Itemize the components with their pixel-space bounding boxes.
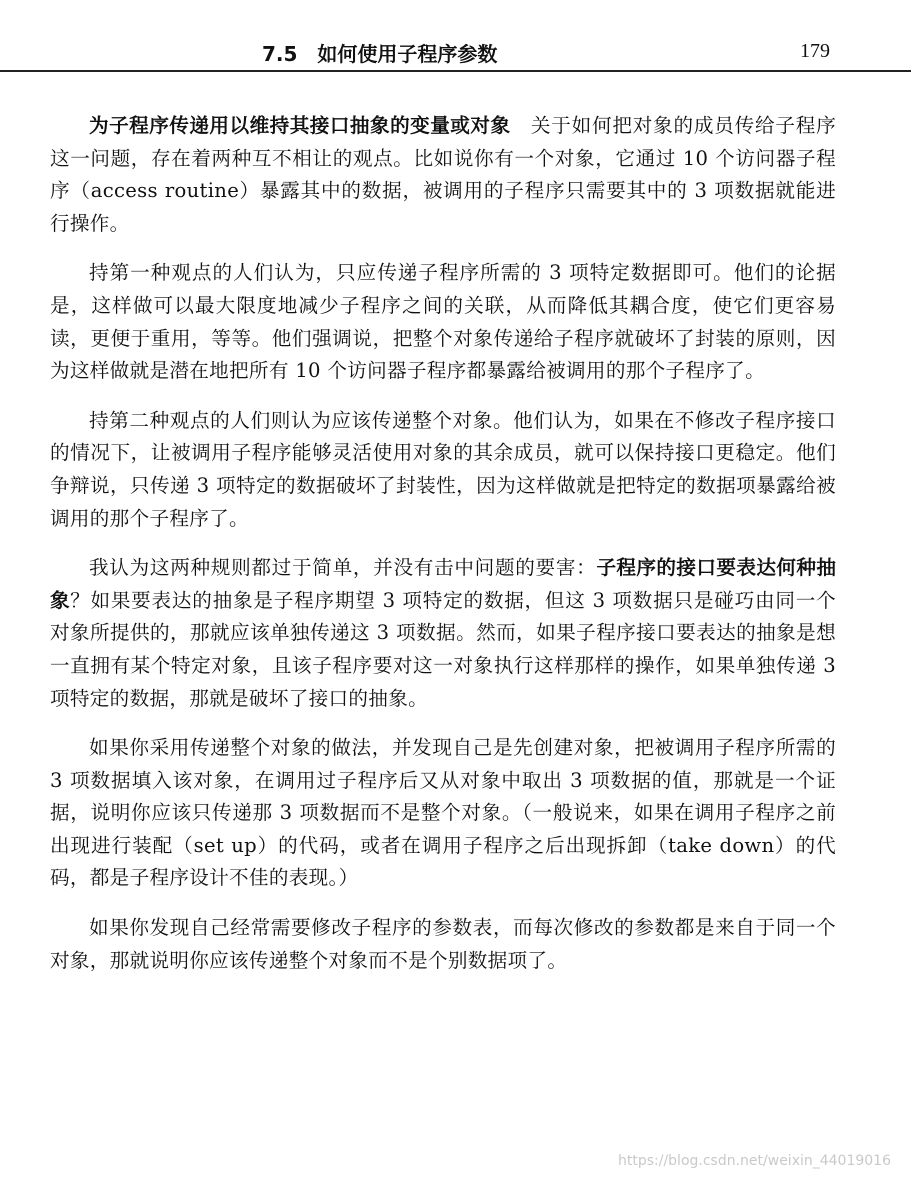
paragraph-3-text: 持第二种观点的人们则认为应该传递整个对象。他们认为，如果在不修改子程序接口的情况下，让被调用子程序能够灵活使用对象的其余成员，就可以保持接口更稳定。他们争辩说，只传递 3 项特定的数据破坏了封装性，因为这样做就是把特定的数据项暴露给被调用的那个子程序了。 — [50, 408, 836, 530]
header-rule — [0, 70, 911, 72]
section-title: 7.5 如何使用子程序参数 — [262, 42, 498, 66]
paragraph-4-text-after: ？如果要表达的抽象是子程序期望 3 项特定的数据，但这 3 项数据只是碰巧由同一个对象所提供的，那就应该单独传递这 3 项数据。然而，如果子程序接口要表达的抽象是想一直拥有某个特定对象，且该子程序要对这一对象执行这样那样的操作，如果单独传递 3 项特定的数据，那就是破坏了接口的抽象。 — [50, 588, 836, 710]
paragraph-3 — [50, 405, 836, 535]
page-header — [0, 30, 911, 74]
paragraph-4-text-before: 我认为这两种规则都过于简单，并没有击中问题的要害： — [89, 556, 597, 580]
paragraph-6-text: 如果你发现自己经常需要修改子程序的参数表，而每次修改的参数都是来自于同一个对象，那就说明你应该传递整个对象而不是个别数据项了。 — [50, 916, 836, 972]
paragraph-4-bold: 子程序的接口要表达何种抽象 — [50, 556, 837, 612]
paragraph-1-heading: 为子程序传递用以维持其接口抽象的变量或对象 — [89, 114, 511, 137]
paragraph-5-text: 如果你采用传递整个对象的做法，并发现自己是先创建对象，把被调用子程序所需的 3 项数据填入该对象，在调用过子程序后又从对象中取出 3 项数据的值，那就是一个证据，说明你应该只传递那 3 项数据而不是整个对象。（一般说来，如果在调用子程序之前出现进行装配（set up）的代码，或者在调用子程序之后出现拆卸（take down）的代码，都是子程序设计不佳的表现。） — [50, 736, 836, 890]
watermark: https://blog.csdn.net/weixin_44019016 — [617, 1153, 891, 1169]
paragraph-5 — [50, 732, 836, 895]
paragraph-4 — [50, 552, 836, 715]
body-text — [50, 110, 836, 994]
paragraph-1 — [50, 110, 836, 240]
paragraph-1-text: 关于如何把对象的成员传给子程序这一问题，存在着两种互不相让的观点。比如说你有一个对象，它通过 10 个访问器子程序（access routine）暴露其中的数据，被调用的子程序只需要其中的 3 项数据就能进行操作。 — [50, 114, 836, 235]
paragraph-2 — [50, 257, 836, 387]
paragraph-2-text: 持第一种观点的人们认为，只应传递子程序所需的 3 项特定数据即可。他们的论据是，这样做可以最大限度地减少子程序之间的关联，从而降低其耦合度，使它们更容易读，更便于重用，等等。他们强调说，把整个对象传递给子程序就破坏了封装的原则，因为这样做就是潜在地把所有 10 个访问器子程序都暴露给被调用的那个子程序了。 — [50, 261, 836, 383]
page-number: 179 — [800, 40, 830, 62]
paragraph-6 — [50, 912, 836, 977]
